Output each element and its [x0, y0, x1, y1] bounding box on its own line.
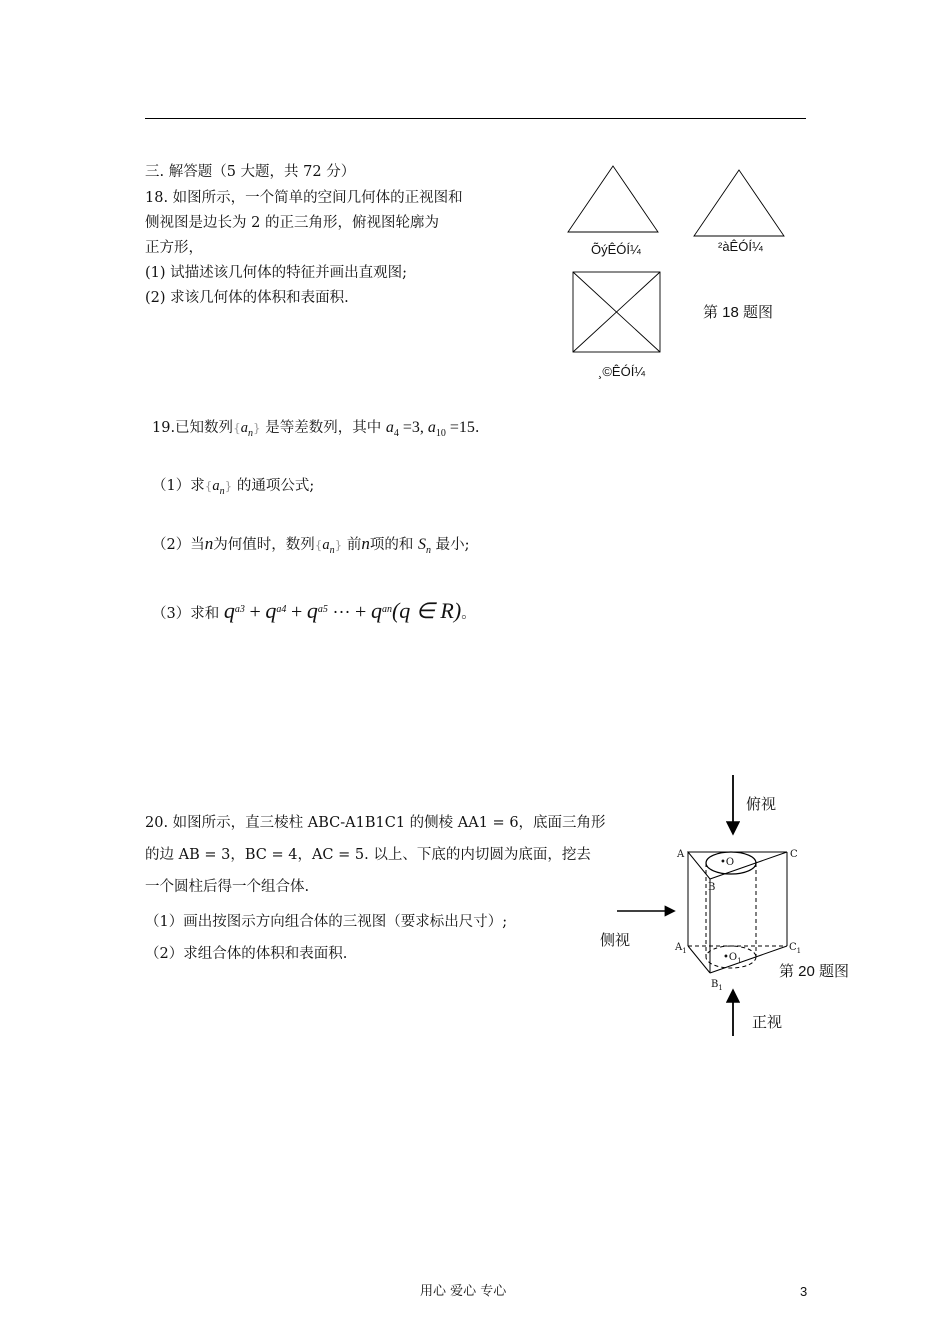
a4-subscript: 4 — [393, 427, 399, 439]
point-C1-sub: 1 — [796, 947, 802, 955]
q18-line1: 18. 如图所示，一个简单的空间几何体的正视图和 — [145, 190, 463, 206]
plus-3: + — [355, 600, 367, 623]
side-view-label: ²àÊÓÍ¼ — [718, 239, 763, 254]
point-O1-sub: 1 — [737, 957, 742, 965]
exp-an: an — [381, 604, 392, 615]
q19-p2-a: （2）当 — [152, 537, 205, 553]
front-view-text: 正视 — [752, 1013, 783, 1031]
top-view-label: ¸©ÊÓÍ¼ — [598, 364, 646, 379]
cond-eq2: =15 — [445, 419, 475, 436]
q-base-2: q — [265, 597, 277, 623]
point-B1-letter: B — [711, 979, 719, 990]
top-base-triangle — [688, 852, 787, 879]
point-B: B — [708, 882, 716, 893]
q19-p3-a: （3）求和 — [152, 605, 220, 622]
footer-motto: 用心 爱心 专心 — [420, 1284, 507, 1299]
brace-close: } — [252, 421, 261, 435]
point-O1-letter: •O — [723, 952, 738, 963]
a10-subscript: 10 — [435, 427, 446, 439]
point-C1-letter: C — [789, 942, 797, 953]
page-number: 3 — [800, 1284, 808, 1299]
q-base-4: q — [370, 597, 382, 623]
q19-p2-c: 前 — [346, 537, 362, 553]
point-O1 — [723, 948, 742, 971]
seq-symbol: a — [240, 420, 248, 436]
q20-line3: 一个圆柱后得一个组合体. — [145, 879, 310, 895]
plus-2: + — [290, 600, 303, 623]
q-base-3: q — [306, 597, 318, 623]
q19-p1-b: 的通项公式; — [236, 478, 315, 494]
brace-open: { — [204, 479, 213, 493]
S-symbol: S — [417, 536, 426, 553]
q18-part1: (1) 试描述该几何体的特征并画出直观图; — [145, 265, 408, 281]
q-base-1: q — [223, 597, 235, 623]
brace-close: } — [334, 538, 343, 552]
q19-p1-a: （1）求 — [152, 478, 205, 494]
n-symbol-2: n — [361, 534, 370, 553]
point-C: C — [790, 849, 798, 860]
q20-part1: （1）画出按图示方向组合体的三视图（要求标出尺寸）; — [145, 914, 508, 930]
a4-symbol: a — [385, 419, 394, 436]
dots: ··· — [332, 601, 351, 622]
bottom-A1B1 — [688, 946, 710, 973]
q20-line2: 的边 AB = 3，BC = 4，AC = 5. 以上、下底的内切圆为底面，挖去 — [145, 847, 591, 863]
point-A1-letter: A — [675, 942, 683, 953]
q19-intro-b: 是等差数列，其中 — [265, 420, 382, 436]
cond-end: . — [474, 420, 480, 436]
seq-symbol: a — [212, 478, 220, 494]
q18-line2: 侧视图是边长为 2 的正三角形，俯视图轮廓为 — [145, 215, 439, 231]
q18-part2: (2) 求该几何体的体积和表面积. — [145, 290, 349, 306]
q19-p2-e: 最小; — [435, 537, 470, 553]
section-heading: 三. 解答题（5 大题，共 72 分） — [145, 164, 356, 180]
q20-part2: （2）求组合体的体积和表面积. — [145, 946, 348, 962]
q20-caption: 第 20 题图 — [779, 963, 850, 980]
brace-open: { — [314, 538, 323, 552]
q19-p2-b: 为何值时，数列 — [213, 537, 315, 553]
seq-subscript: n — [329, 544, 335, 556]
a10-symbol: a — [427, 419, 436, 436]
brace-open: { — [233, 421, 241, 435]
side-view-text: 侧视 — [600, 931, 631, 949]
brace-close: } — [224, 479, 233, 493]
q19-intro-a: 19.已知数列 — [152, 420, 234, 436]
exp-a3: a3 — [234, 604, 245, 615]
seq-subscript: n — [219, 485, 225, 497]
point-A: A — [677, 849, 685, 860]
seq-subscript: n — [247, 427, 253, 439]
S-subscript: n — [425, 544, 431, 556]
q19-p3-end: 。 — [461, 605, 476, 622]
bottom-B1C1 — [710, 946, 787, 973]
q19-p2-d: 项的和 — [369, 537, 414, 553]
q18-caption: 第 18 题图 — [703, 304, 774, 321]
cond-eq1: =3, — [398, 419, 428, 436]
q20-line1: 20. 如图所示，直三棱柱 ABC-A1B1C1 的侧棱 AA1 = 6，底面三角形 — [145, 815, 606, 831]
top-view-text: 俯视 — [746, 795, 777, 813]
point-A1-sub: 1 — [682, 947, 687, 955]
point-A1 — [675, 938, 687, 961]
exp-a4: a4 — [276, 604, 287, 615]
point-B1-sub: 1 — [718, 984, 723, 992]
point-B1 — [711, 975, 723, 998]
point-O: •O — [720, 857, 735, 868]
point-C1 — [789, 938, 801, 961]
q-in-R: (q ∈ R) — [391, 597, 462, 623]
exp-a5: a5 — [317, 604, 328, 615]
front-view-label: ÕýÊÓÍ¼ — [591, 242, 641, 257]
plus-1: + — [249, 600, 261, 623]
q18-line3: 正方形， — [145, 240, 203, 256]
n-symbol: n — [204, 534, 214, 553]
seq-symbol: a — [322, 537, 330, 553]
